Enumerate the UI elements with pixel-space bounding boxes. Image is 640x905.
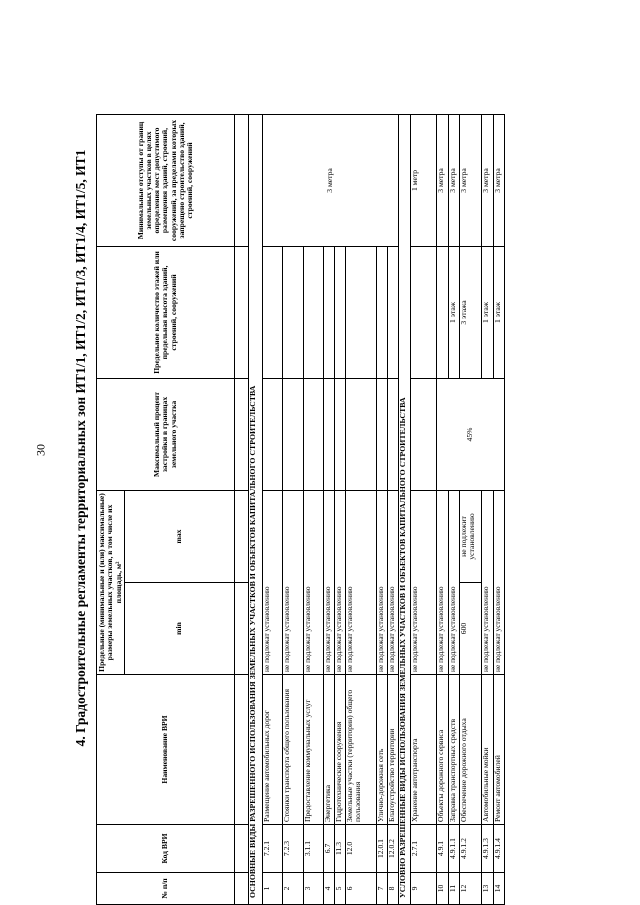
row-floors <box>346 246 377 378</box>
row-indent: 3 метра <box>437 114 449 246</box>
table-row <box>437 114 449 904</box>
row-floors <box>283 246 304 378</box>
page-number: 30 <box>33 444 48 456</box>
row-build <box>346 378 377 490</box>
table-row <box>263 114 283 904</box>
section-conditional: УСЛОВНО РАЗРЕШЕННЫЕ ВИДЫ ИСПОЛЬЗОВАНИЯ ЗЕМЕЛЬНЫХ УЧАСТКОВ И ОБЪЕКТОВ КАПИТАЛЬНОГО СТРОИТЕЛЬСТВА <box>399 114 411 904</box>
row-area: не подлежат установлению <box>346 490 377 674</box>
row-name: Автомобильные мойки <box>482 675 494 825</box>
row-name: Объекты дорожного сервиса <box>437 675 449 825</box>
row-floors: 3 этажа <box>460 246 482 378</box>
row-name: Ремонт автомобилей <box>494 675 505 825</box>
row-area: не подлежат установлению <box>482 490 494 674</box>
row-build <box>411 378 437 490</box>
row-name: Улично-дорожная сеть <box>377 675 388 825</box>
row-code: 2.7.1 <box>411 825 437 873</box>
row-code: 12.0.1 <box>377 825 388 873</box>
row-num: 8 <box>388 873 399 905</box>
row-code: 3.1.1 <box>304 825 324 873</box>
row-code: 11.3 <box>335 825 346 873</box>
row-build <box>377 378 388 490</box>
header-name: Наименование ВРИ <box>97 675 235 825</box>
row-floors <box>388 246 399 378</box>
row-floors <box>411 246 437 378</box>
row-name: Предоставление коммунальных услуг <box>304 675 324 825</box>
row-indent-main: 3 метра <box>263 114 399 246</box>
row-indent: 1 метр <box>411 114 437 246</box>
row-num: 12 <box>460 873 482 905</box>
row-num: 9 <box>411 873 437 905</box>
header-area: Предельные (минимальные и (или) максимальные) размеры земельных участков, в том числе их площадь, м² <box>97 490 125 674</box>
row-code: 6.7 <box>324 825 335 873</box>
table-row <box>449 114 460 904</box>
row-indent: 3 метра <box>460 114 482 246</box>
row-num: 7 <box>377 873 388 905</box>
row-num: 13 <box>482 873 494 905</box>
row-code: 7.2.1 <box>263 825 283 873</box>
row-area: не подлежат установлению <box>304 490 324 674</box>
row-area: не подлежат установлению <box>324 490 335 674</box>
row-floors <box>324 246 335 378</box>
row-code: 12.0.2 <box>388 825 399 873</box>
row-min: 600 <box>460 583 482 675</box>
row-area: не подлежат установлению <box>449 490 460 674</box>
row-name: Хранение автотранспорта <box>411 675 437 825</box>
row-code: 4.9.1 <box>437 825 449 873</box>
row-floors <box>263 246 283 378</box>
row-build <box>283 378 304 490</box>
row-name: Обеспечение дорожного отдыха <box>460 675 482 825</box>
table-row <box>494 114 505 904</box>
regulations-table <box>96 114 505 905</box>
row-floors <box>377 246 388 378</box>
header-floors: Предельное количество этажей или предельная высота зданий, строений, сооружений <box>97 246 235 378</box>
row-area: не подлежат установлению <box>263 490 283 674</box>
row-name: Энергетика <box>324 675 335 825</box>
row-name: Заправка транспортных средств <box>449 675 460 825</box>
row-build <box>335 378 346 490</box>
table-row <box>411 114 437 904</box>
row-code: 4.9.1.1 <box>449 825 460 873</box>
section-main: ОСНОВНЫЕ ВИДЫ РАЗРЕШЕННОГО ИСПОЛЬЗОВАНИЯ ЗЕМЕЛЬНЫХ УЧАСТКОВ И ОБЪЕКТОВ КАПИТАЛЬНОГО СТРОИТЕЛЬСТВА <box>249 114 263 904</box>
row-build <box>304 378 324 490</box>
row-area: не подлежат установлению <box>377 490 388 674</box>
row-code: 7.2.3 <box>283 825 304 873</box>
header-min: min <box>125 583 235 675</box>
row-area: не подлежат установлению <box>437 490 449 674</box>
table-row <box>482 114 494 904</box>
row-indent: 3 метра <box>449 114 460 246</box>
row-max: не подлежит установлению <box>460 490 482 582</box>
row-num: 1 <box>263 873 283 905</box>
row-code: 12.0 <box>346 825 377 873</box>
row-indent: 3 метра <box>482 114 494 246</box>
row-num: 4 <box>324 873 335 905</box>
row-num: 5 <box>335 873 346 905</box>
row-build <box>324 378 335 490</box>
row-code: 4.9.1.3 <box>482 825 494 873</box>
row-code: 4.9.1.2 <box>460 825 482 873</box>
row-floors: 1 этаж <box>482 246 494 378</box>
row-floors <box>335 246 346 378</box>
row-num: 14 <box>494 873 505 905</box>
row-num: 11 <box>449 873 460 905</box>
section-main-row <box>249 114 263 904</box>
row-floors <box>304 246 324 378</box>
row-name: Стоянки транспорта общего пользования <box>283 675 304 825</box>
row-indent: 3 метра <box>494 114 505 246</box>
section-conditional-row <box>399 114 411 904</box>
row-floors <box>437 246 449 378</box>
row-floors: 1 этаж <box>494 246 505 378</box>
header-code: Код ВРИ <box>97 825 235 873</box>
row-name: Гидротехнические сооружения <box>335 675 346 825</box>
row-code: 4.9.1.4 <box>494 825 505 873</box>
row-num: 10 <box>437 873 449 905</box>
row-area: не подлежат установлению <box>335 490 346 674</box>
page-title: 4. Градостроительные регламенты территориальных зон ИТ1/1, ИТ1/2, ИТ1/3, ИТ1/4, ИТ1/5, ИТ1 <box>73 149 88 747</box>
table-row <box>460 114 482 904</box>
row-num: 2 <box>283 873 304 905</box>
row-floors: 1 этаж <box>449 246 460 378</box>
row-name: Благоустройство территории <box>388 675 399 825</box>
row-build <box>263 378 283 490</box>
row-name: Размещение автомобильных дорог <box>263 675 283 825</box>
row-area: не подлежат установлению <box>494 490 505 674</box>
header-build: Максимальный процент застройки в границах земельного участка <box>97 378 235 490</box>
row-build <box>388 378 399 490</box>
header-indent: Минимальные отступы от границ земельных участков в целях определения мест допустимого размещения зданий, строений, сооружений, за пределами которых запрещено строительство зданий, строений, сооружений <box>97 114 235 246</box>
regulations-table-rotated <box>96 115 554 905</box>
header-max: max <box>125 490 235 582</box>
header-num: № п/п <box>97 873 235 905</box>
row-name: Земельные участки (территории) общего пользования <box>346 675 377 825</box>
row-area: не подлежат установлению <box>388 490 399 674</box>
row-area: не подлежат установлению <box>283 490 304 674</box>
row-num: 6 <box>346 873 377 905</box>
row-build-shared: 45% <box>437 378 505 490</box>
row-area: не подлежат установлению <box>411 490 437 674</box>
row-num: 3 <box>304 873 324 905</box>
